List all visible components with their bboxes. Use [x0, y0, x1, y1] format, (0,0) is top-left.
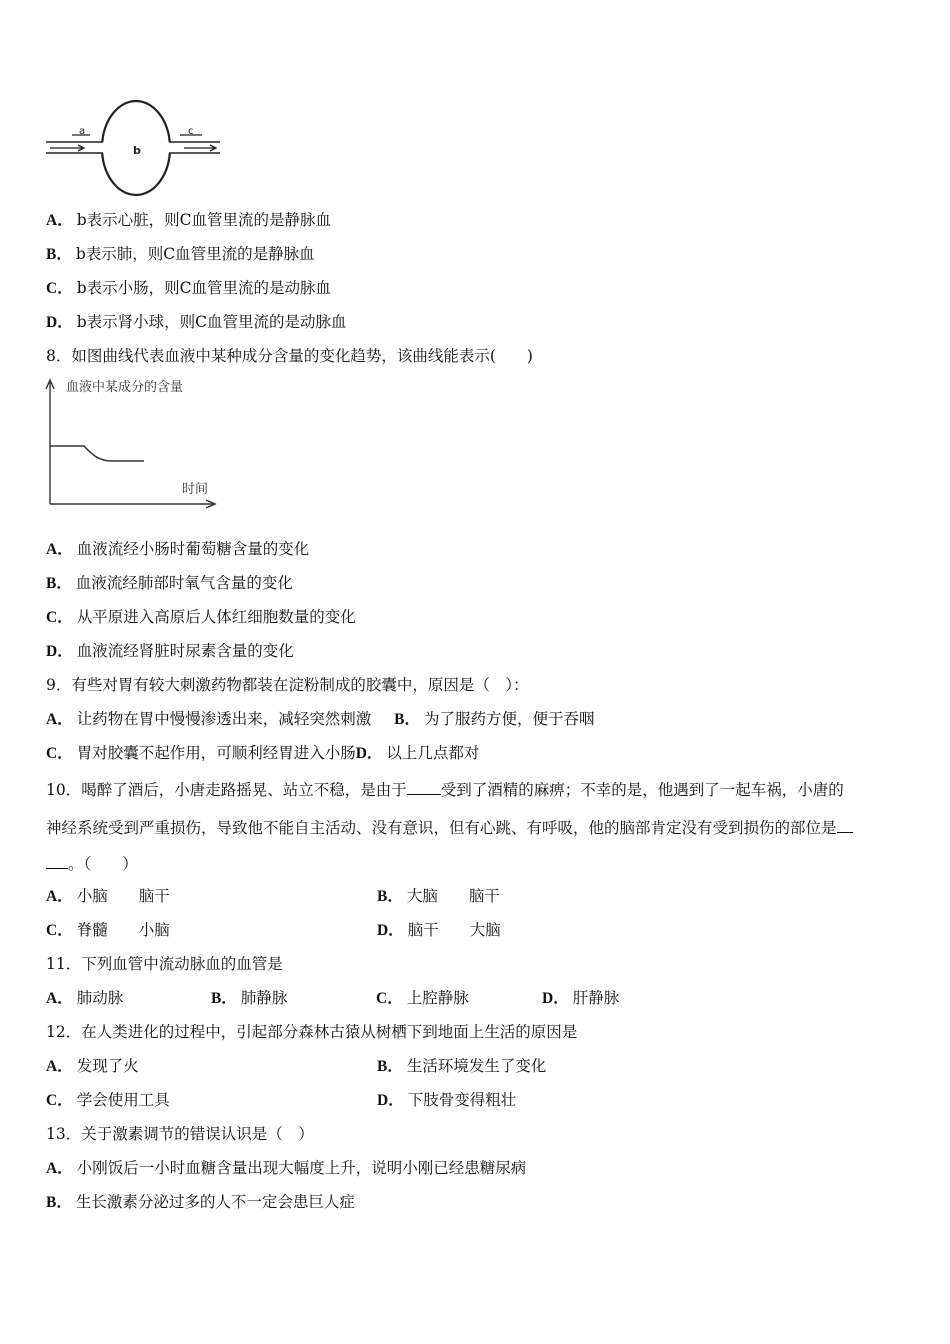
q8-option-b: B． 血液流经肺部时氧气含量的变化: [46, 574, 293, 592]
q11-option-c: C． 上腔静脉: [376, 989, 469, 1007]
flow-arrow-left: [50, 145, 84, 151]
q12-options-row2: [46, 1090, 906, 1111]
q12-stem: 12．在人类进化的过程中，引起部分森林古猿从树栖下到地面上生活的原因是: [46, 1023, 578, 1041]
q11-options: [46, 988, 906, 1009]
q8-trend-chart: [40, 374, 220, 510]
trend-curve: [50, 446, 144, 461]
q7-option-b: B． b表示肺，则C血管里流的是静脉血: [46, 245, 315, 263]
q12-options-row1: [46, 1056, 906, 1077]
q10-options-row1: [46, 886, 906, 907]
answer-blank: [837, 816, 853, 833]
label-c: c: [188, 126, 194, 137]
q11-option-a: A． 肺动脉: [46, 989, 124, 1007]
q10-stem-line2: 神经系统受到严重损伤，导致他不能自主活动、没有意识，但有心跳、有呼吸，他的脑部肯定没有受到损伤的部位是: [46, 816, 853, 838]
q10-option-a: A． 小脑 脑干: [46, 887, 170, 905]
q12-option-b: B． 生活环境发生了变化: [377, 1057, 547, 1075]
q9-option-c: C． 胃对胶囊不起作用，可顺利经胃进入小肠: [46, 744, 356, 762]
q10-option-c: C． 脊髓 小脑: [46, 921, 170, 939]
q13-stem: 13．关于激素调节的错误认识是（ ）: [46, 1125, 314, 1143]
q7-option-d: D． b表示肾小球，则C血管里流的是动脉血: [46, 313, 347, 331]
q8-option-c: C． 从平原进入高原后人体红细胞数量的变化: [46, 608, 356, 626]
q10-options-row2: [46, 920, 906, 941]
q13-option-b: B． 生长激素分泌过多的人不一定会患巨人症: [46, 1193, 355, 1211]
q12-option-d: D． 下肢骨变得粗壮: [377, 1091, 517, 1109]
q10-option-d: D． 脑干 大脑: [377, 921, 501, 939]
q12-option-a: A． 发现了火: [46, 1057, 139, 1075]
q10-stem-line1: 10．喝醉了酒后，小唐走路摇晃、站立不稳，是由于 受到了酒精的麻痹；不幸的是，他遇到了一起车祸，小唐的: [46, 778, 844, 800]
q11-stem: 11．下列血管中流动脉血的血管是: [46, 955, 283, 973]
q8-stem: 8．如图曲线代表血液中某种成分含量的变化趋势，该曲线能表示( ): [46, 347, 533, 365]
q11-option-b: B． 肺静脉: [211, 989, 288, 1007]
x-axis-label: 时间: [182, 482, 209, 497]
q10-stem-line3: 。（ ）: [46, 852, 138, 874]
label-a: a: [79, 126, 86, 137]
vessel-organ-diagram: [44, 98, 224, 200]
answer-blank: [407, 778, 441, 795]
label-b: b: [133, 144, 141, 157]
flow-arrow-right: [184, 145, 216, 151]
answer-blank: [46, 852, 68, 869]
q11-option-d: D． 肝静脉: [542, 989, 620, 1007]
q9-option-a: A． 让药物在胃中慢慢渗透出来，减轻突然刺激: [46, 710, 372, 728]
q12-option-c: C． 学会使用工具: [46, 1091, 170, 1109]
q9-options-row1: [46, 709, 595, 730]
q8-option-d: D． 血液流经肾脏时尿素含量的变化: [46, 642, 294, 660]
q7-option-a: A． b表示心脏，则C血管里流的是静脉血: [46, 211, 331, 229]
q8-option-a: A． 血液流经小肠时葡萄糖含量的变化: [46, 540, 310, 558]
q7-option-c: C． b表示小肠，则C血管里流的是动脉血: [46, 279, 331, 297]
q10-option-b: B． 大脑 脑干: [377, 887, 500, 905]
q9-stem: 9．有些对胃有较大刺激药物都装在淀粉制成的胶囊中，原因是（ ）：: [46, 676, 529, 694]
y-axis-label: 血液中某成分的含量: [66, 380, 184, 395]
q13-option-a: A． 小刚饭后一小时血糖含量出现大幅度上升，说明小刚已经患糖尿病: [46, 1159, 527, 1177]
q9-options-row2: [46, 743, 479, 764]
x-axis: [50, 500, 215, 508]
q9-option-d: D． 以上几点都对: [355, 744, 480, 762]
q9-option-b: B． 为了服药方便，便于吞咽: [394, 710, 595, 728]
y-axis: [46, 380, 54, 504]
